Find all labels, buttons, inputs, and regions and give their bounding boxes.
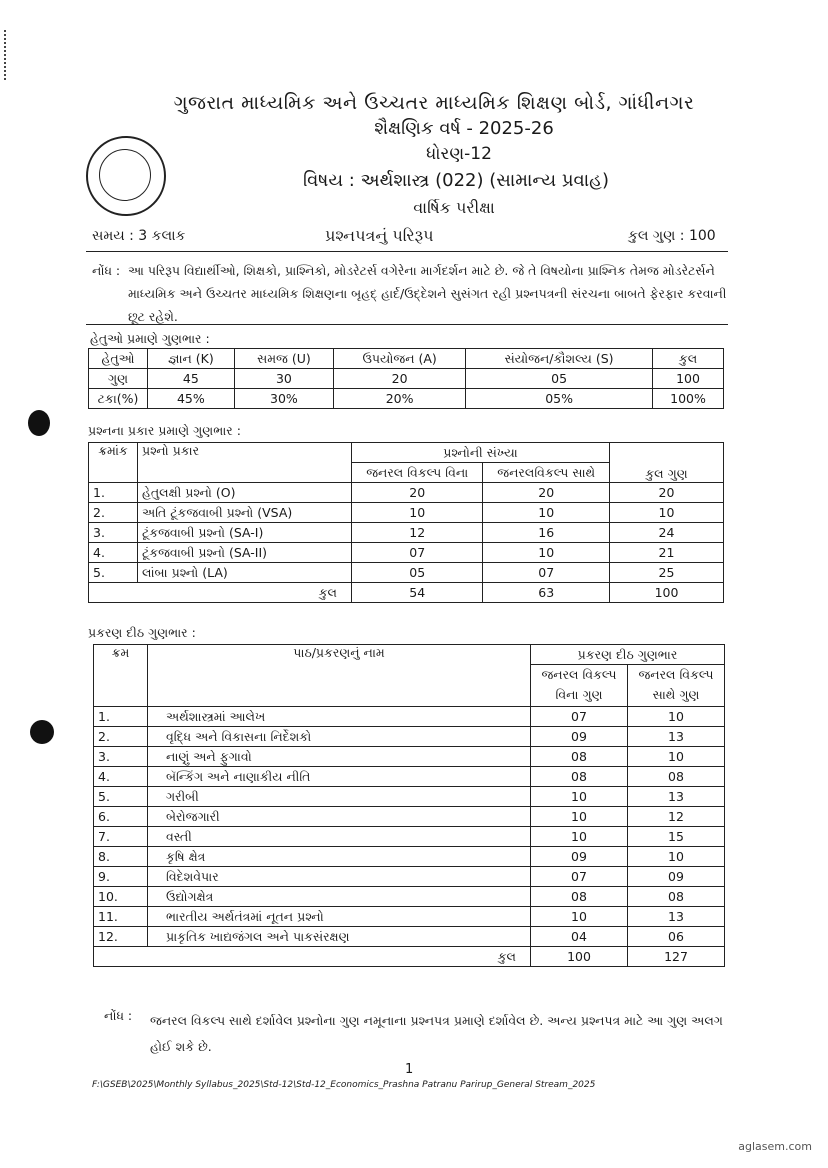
table-header-cell: જનરલ વિકલ્પ: [531, 665, 628, 685]
table-cell: ભારતીય અર્થતંત્રમાં નૂતન પ્રશ્નો: [148, 907, 531, 927]
table-cell: લાંબા પ્રશ્નો (LA): [138, 563, 352, 583]
section-title-question-types: પ્રશ્નના પ્રકાર પ્રમાણે ગુણભાર :: [88, 423, 241, 438]
table-cell: 07: [531, 707, 628, 727]
table-cell: 08: [628, 887, 725, 907]
table-cell: 45%: [148, 389, 235, 409]
table-cell: 12: [628, 807, 725, 827]
table-row: [89, 369, 724, 389]
table-header-cell: સમજ (U): [234, 349, 333, 369]
table-cell: 15: [628, 827, 725, 847]
total-label: કુલ: [89, 583, 352, 603]
table-cell: 25: [610, 563, 724, 583]
table-row: [94, 827, 725, 847]
table-cell: ટકા(%): [89, 389, 148, 409]
table-cell: અતિ ટૂંકજવાબી પ્રશ્નો (VSA): [138, 503, 352, 523]
table-cell: 30: [234, 369, 333, 389]
table-row: [94, 847, 725, 867]
table-cell: ગુણ: [89, 369, 148, 389]
table-header-cell: ક્રમાંક: [89, 443, 138, 483]
table-cell: કૃષિ ક્ષેત્ર: [148, 847, 531, 867]
board-title: ગુજરાત માધ્યમિક અને ઉચ્ચતર માધ્યમિક શિક્ષણ બોર્ડ, ગાંધીનગર: [173, 92, 695, 114]
table-cell: 3.: [89, 523, 138, 543]
table-cell: 20: [483, 483, 610, 503]
table-header-cell: વિના ગુણ: [531, 684, 628, 707]
table-cell: 13: [628, 727, 725, 747]
table-cell: 21: [610, 543, 724, 563]
table-row: [94, 787, 725, 807]
table-cell: પ્રાકૃતિક ખાદ્યજંગલ અને પાકસંરક્ષણ: [148, 927, 531, 947]
section-title-chapters: પ્રકરણ દીઠ ગુણભાર :: [88, 625, 196, 640]
table-header-cell: જનરલ વિકલ્પ વિના: [352, 463, 483, 483]
table-row: [94, 867, 725, 887]
table-cell: 08: [531, 747, 628, 767]
table-cell: 07: [483, 563, 610, 583]
table-cell: 09: [531, 727, 628, 747]
divider: [86, 324, 728, 325]
table-cell: 09: [628, 867, 725, 887]
table-header-cell: કુલ ગુણ: [610, 443, 724, 483]
table-cell: 04: [531, 927, 628, 947]
subject-title: વિષય : અર્થશાસ્ત્ર (022) (સામાન્ય પ્રવાહ): [303, 170, 609, 191]
table-cell: 127: [628, 947, 725, 967]
total-marks: કુલ ગુણ : 100: [628, 228, 716, 244]
table-row: [94, 767, 725, 787]
table-cell: વૃદ્ધિ અને વિકાસના નિર્દેશકો: [148, 727, 531, 747]
watermark: aglasem.com: [738, 1140, 812, 1153]
table-cell: 08: [531, 887, 628, 907]
table-row: [94, 887, 725, 907]
table-cell: ટૂંકજવાબી પ્રશ્નો (SA-I): [138, 523, 352, 543]
table-header-cell: સંયોજન/કૌશલ્ય (S): [466, 349, 653, 369]
table-header-cell: પ્રશ્નોની સંખ્યા: [352, 443, 610, 463]
table-cell: 5.: [89, 563, 138, 583]
table-cell: અર્થશાસ્ત્રમાં આલેખ: [148, 707, 531, 727]
table-cell: 5.: [94, 787, 148, 807]
table-cell: 12.: [94, 927, 148, 947]
table-cell: 13: [628, 787, 725, 807]
table-cell: 24: [610, 523, 724, 543]
question-types-table: [88, 442, 724, 603]
table-cell: 07: [352, 543, 483, 563]
table-row: [94, 707, 725, 727]
table-row: [94, 907, 725, 927]
scan-blot: [28, 410, 50, 436]
table-total-row: [89, 583, 724, 603]
exam-time: સમય : 3 કલાક: [92, 228, 186, 244]
table-header-cell: જનરલવિકલ્પ સાથે: [483, 463, 610, 483]
table-header-cell: જ્ઞાન (K): [148, 349, 235, 369]
table-cell: બૅન્કિંગ અને નાણાકીય નીતિ: [148, 767, 531, 787]
academic-year: શૈક્ષણિક વર્ષ - 2025-26: [374, 118, 554, 139]
file-path: F:\GSEB\2025\Monthly Syllabus_2025\Std-12\Std-12_Economics_Prashna Patranu Parirup_General Stream_2025: [92, 1080, 596, 1090]
exam-name: વાર્ષિક પરીક્ષા: [413, 198, 495, 217]
objectives-table: [88, 348, 724, 409]
table-cell: 100%: [653, 389, 724, 409]
table-cell: 6.: [94, 807, 148, 827]
table-header-cell: જનરલ વિકલ્પ: [628, 665, 725, 685]
table-cell: બેરોજગારી: [148, 807, 531, 827]
table-cell: વિદેશવેપાર: [148, 867, 531, 887]
table-cell: 13: [628, 907, 725, 927]
table-cell: 1.: [89, 483, 138, 503]
table-cell: 10: [531, 807, 628, 827]
table-cell: ગરીબી: [148, 787, 531, 807]
table-cell: 8.: [94, 847, 148, 867]
table-row: [89, 483, 724, 503]
scan-blot: [30, 720, 54, 744]
table-cell: 12: [352, 523, 483, 543]
page-number: 1: [405, 1062, 414, 1077]
table-cell: 63: [483, 583, 610, 603]
table-cell: 54: [352, 583, 483, 603]
note-text: જનરલ વિકલ્પ સાથે દર્શાવેલ પ્રશ્નોના ગુણ નમૂનાના પ્રશ્નપત્ર પ્રમાણે દર્શાવેલ છે. અન્ય પ્રશ્નપત્ર માટે આ ગુણ અલગ હોઈ શકે છે.: [150, 1013, 723, 1054]
table-row: [89, 503, 724, 523]
table-cell: 2.: [94, 727, 148, 747]
table-cell: 4.: [89, 543, 138, 563]
chapters-table: [93, 644, 725, 967]
table-cell: 100: [653, 369, 724, 389]
table-header-cell: ઉપયોજન (A): [334, 349, 466, 369]
table-cell: 10: [483, 503, 610, 523]
table-header-row: [94, 645, 725, 665]
table-cell: 10: [531, 827, 628, 847]
table-row: [94, 807, 725, 827]
table-cell: 10: [628, 747, 725, 767]
table-header-cell: સાથે ગુણ: [628, 684, 725, 707]
table-cell: ટૂંકજવાબી પ્રશ્નો (SA-II): [138, 543, 352, 563]
table-cell: 08: [531, 767, 628, 787]
table-header-cell: પ્રશ્નો પ્રકાર: [138, 443, 352, 483]
table-header-row: [89, 443, 724, 463]
table-cell: 45: [148, 369, 235, 389]
table-cell: 2.: [89, 503, 138, 523]
table-cell: 4.: [94, 767, 148, 787]
table-header-cell: પાઠ/પ્રકરણનું નામ: [148, 645, 531, 707]
table-header-cell: ક્રમ: [94, 645, 148, 707]
table-cell: 07: [531, 867, 628, 887]
table-cell: હેતુલક્ષી પ્રશ્નો (O): [138, 483, 352, 503]
table-row: [89, 563, 724, 583]
table-cell: ઉદ્યોગક્ષેત્ર: [148, 887, 531, 907]
table-cell: 9.: [94, 867, 148, 887]
table-row: [94, 747, 725, 767]
standard: ધોરણ-12: [426, 144, 492, 164]
note-text: આ પરિરૂપ વિદ્યાર્થીઓ, શિક્ષકો, પ્રાશ્નિકો, મોડરેટર્સ વગેરેના માર્ગદર્શન માટે છે. જે તે વિષયોના પ્રાશ્નિક તેમજ મોડરેટર્સને માધ્યમિક અને ઉચ્ચતર માધ્યમિક શિક્ષણના બૃહદ્ હાર્દ/ઉદ્દેશને સુસંગત રહી પ્રશ્નપત્રની સંરચના બાબતે ફેરફાર કરવાની છૂટ રહેશે.: [128, 263, 727, 324]
table-cell: 1.: [94, 707, 148, 727]
table-total-row: [94, 947, 725, 967]
table-row: [94, 927, 725, 947]
table-cell: 20: [352, 483, 483, 503]
table-cell: 06: [628, 927, 725, 947]
table-cell: 20: [334, 369, 466, 389]
section-title-objectives: હેતુઓ પ્રમાણે ગુણભાર :: [90, 331, 210, 346]
table-cell: 10: [531, 907, 628, 927]
table-cell: 16: [483, 523, 610, 543]
table-cell: 10: [352, 503, 483, 523]
scan-mark: [4, 30, 8, 80]
table-cell: 09: [531, 847, 628, 867]
table-cell: 10: [628, 847, 725, 867]
table-cell: 10: [610, 503, 724, 523]
table-cell: 05%: [466, 389, 653, 409]
table-cell: 10: [483, 543, 610, 563]
table-row: [89, 523, 724, 543]
table-cell: 7.: [94, 827, 148, 847]
divider: [86, 251, 728, 252]
table-cell: 10.: [94, 887, 148, 907]
table-header-cell: પ્રકરણ દીઠ ગુણભાર: [531, 645, 725, 665]
table-row: [94, 727, 725, 747]
table-header-row: [89, 349, 724, 369]
pattern-title: પ્રશ્નપત્રનું પરિરૂપ: [325, 226, 434, 245]
note-label: નોંધ :: [92, 263, 121, 278]
table-header-cell: કુલ: [653, 349, 724, 369]
table-cell: 100: [610, 583, 724, 603]
table-cell: 3.: [94, 747, 148, 767]
total-label: કુલ: [94, 947, 531, 967]
note-label: નોંધ :: [104, 1008, 133, 1023]
table-row: [89, 389, 724, 409]
table-cell: 05: [352, 563, 483, 583]
table-cell: 05: [466, 369, 653, 389]
table-cell: વસ્તી: [148, 827, 531, 847]
table-cell: નાણું અને ફુગાવો: [148, 747, 531, 767]
table-header-cell: હેતુઓ: [89, 349, 148, 369]
table-cell: 08: [628, 767, 725, 787]
table-cell: 30%: [234, 389, 333, 409]
table-cell: 20%: [334, 389, 466, 409]
table-cell: 100: [531, 947, 628, 967]
table-cell: 20: [610, 483, 724, 503]
table-cell: 10: [531, 787, 628, 807]
table-cell: 10: [628, 707, 725, 727]
table-cell: 11.: [94, 907, 148, 927]
table-row: [89, 543, 724, 563]
